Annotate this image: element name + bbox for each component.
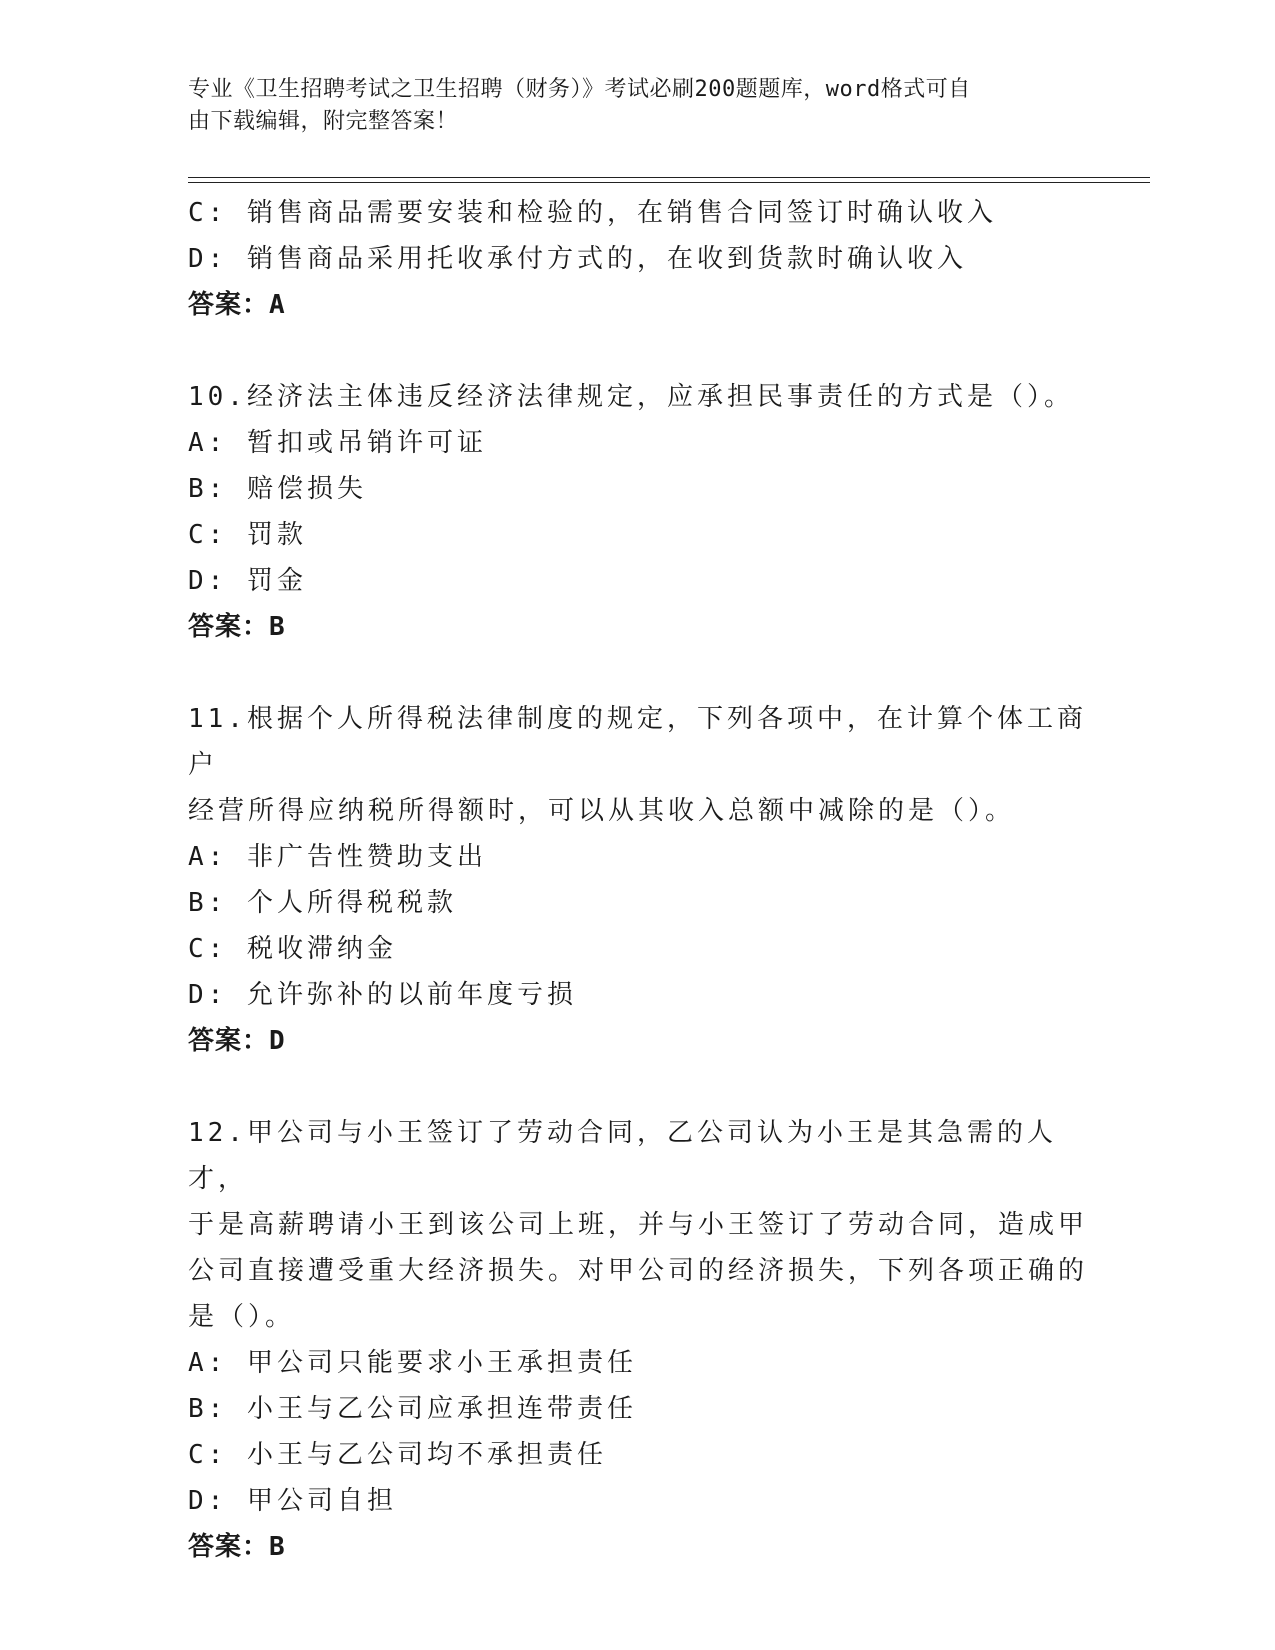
option-d: D: 允许弥补的以前年度亏损 [188,980,577,1010]
document-header [188,74,1068,138]
spacer [188,328,1088,374]
answer: 答案：A [188,290,286,320]
header-line-2: 由下载编辑，附完整答案！ [188,109,459,134]
option-d: D: 甲公司自担 [188,1486,397,1516]
question-stem-line-2: 经营所得应纳税所得额时，可以从其收入总额中减除的是（）。 [188,796,1016,826]
question-10 [188,374,1088,650]
option-c: C: 销售商品需要安装和检验的，在销售合同签订时确认收入 [188,198,997,228]
question-stem-line-2: 于是高薪聘请小王到该公司上班，并与小王签订了劳动合同，造成甲 [188,1210,1089,1240]
question-stem-line-3: 公司直接遭受重大经济损失。对甲公司的经济损失，下列各项正确的 [188,1256,1089,1286]
question-list [188,190,1088,1570]
option-a: A: 暂扣或吊销许可证 [188,428,487,458]
spacer [188,650,1088,696]
option-a: A: 非广告性赞助支出 [188,842,487,872]
header-rule-top [188,177,1150,178]
question-stem-line-1: 12.甲公司与小王签订了劳动合同，乙公司认为小王是其急需的人才， [188,1118,1057,1194]
answer: 答案：D [188,1026,286,1056]
spacer [188,1064,1088,1110]
option-c: C: 小王与乙公司均不承担责任 [188,1440,607,1470]
header-line-1: 专业《卫生招聘考试之卫生招聘（财务）》考试必刷200题题库，word格式可自 [188,77,971,102]
question-continued [188,190,1088,328]
option-c: C: 税收滞纳金 [188,934,397,964]
option-d: D: 销售商品采用托收承付方式的，在收到货款时确认收入 [188,244,967,274]
option-b: B: 赔偿损失 [188,474,367,504]
answer: 答案：B [188,1532,286,1562]
question-12 [188,1110,1088,1570]
question-stem: 10.经济法主体违反经济法律规定，应承担民事责任的方式是（）。 [188,382,1074,412]
question-stem-line-1: 11.根据个人所得税法律制度的规定，下列各项中，在计算个体工商户 [188,704,1087,780]
header-rule-bottom [188,182,1150,183]
answer: 答案：B [188,612,286,642]
question-stem-line-4: 是（）。 [188,1302,296,1332]
option-b: B: 小王与乙公司应承担连带责任 [188,1394,637,1424]
option-d: D: 罚金 [188,566,307,596]
question-11 [188,696,1088,1064]
option-b: B: 个人所得税税款 [188,888,457,918]
option-c: C: 罚款 [188,520,307,550]
option-a: A: 甲公司只能要求小王承担责任 [188,1348,637,1378]
